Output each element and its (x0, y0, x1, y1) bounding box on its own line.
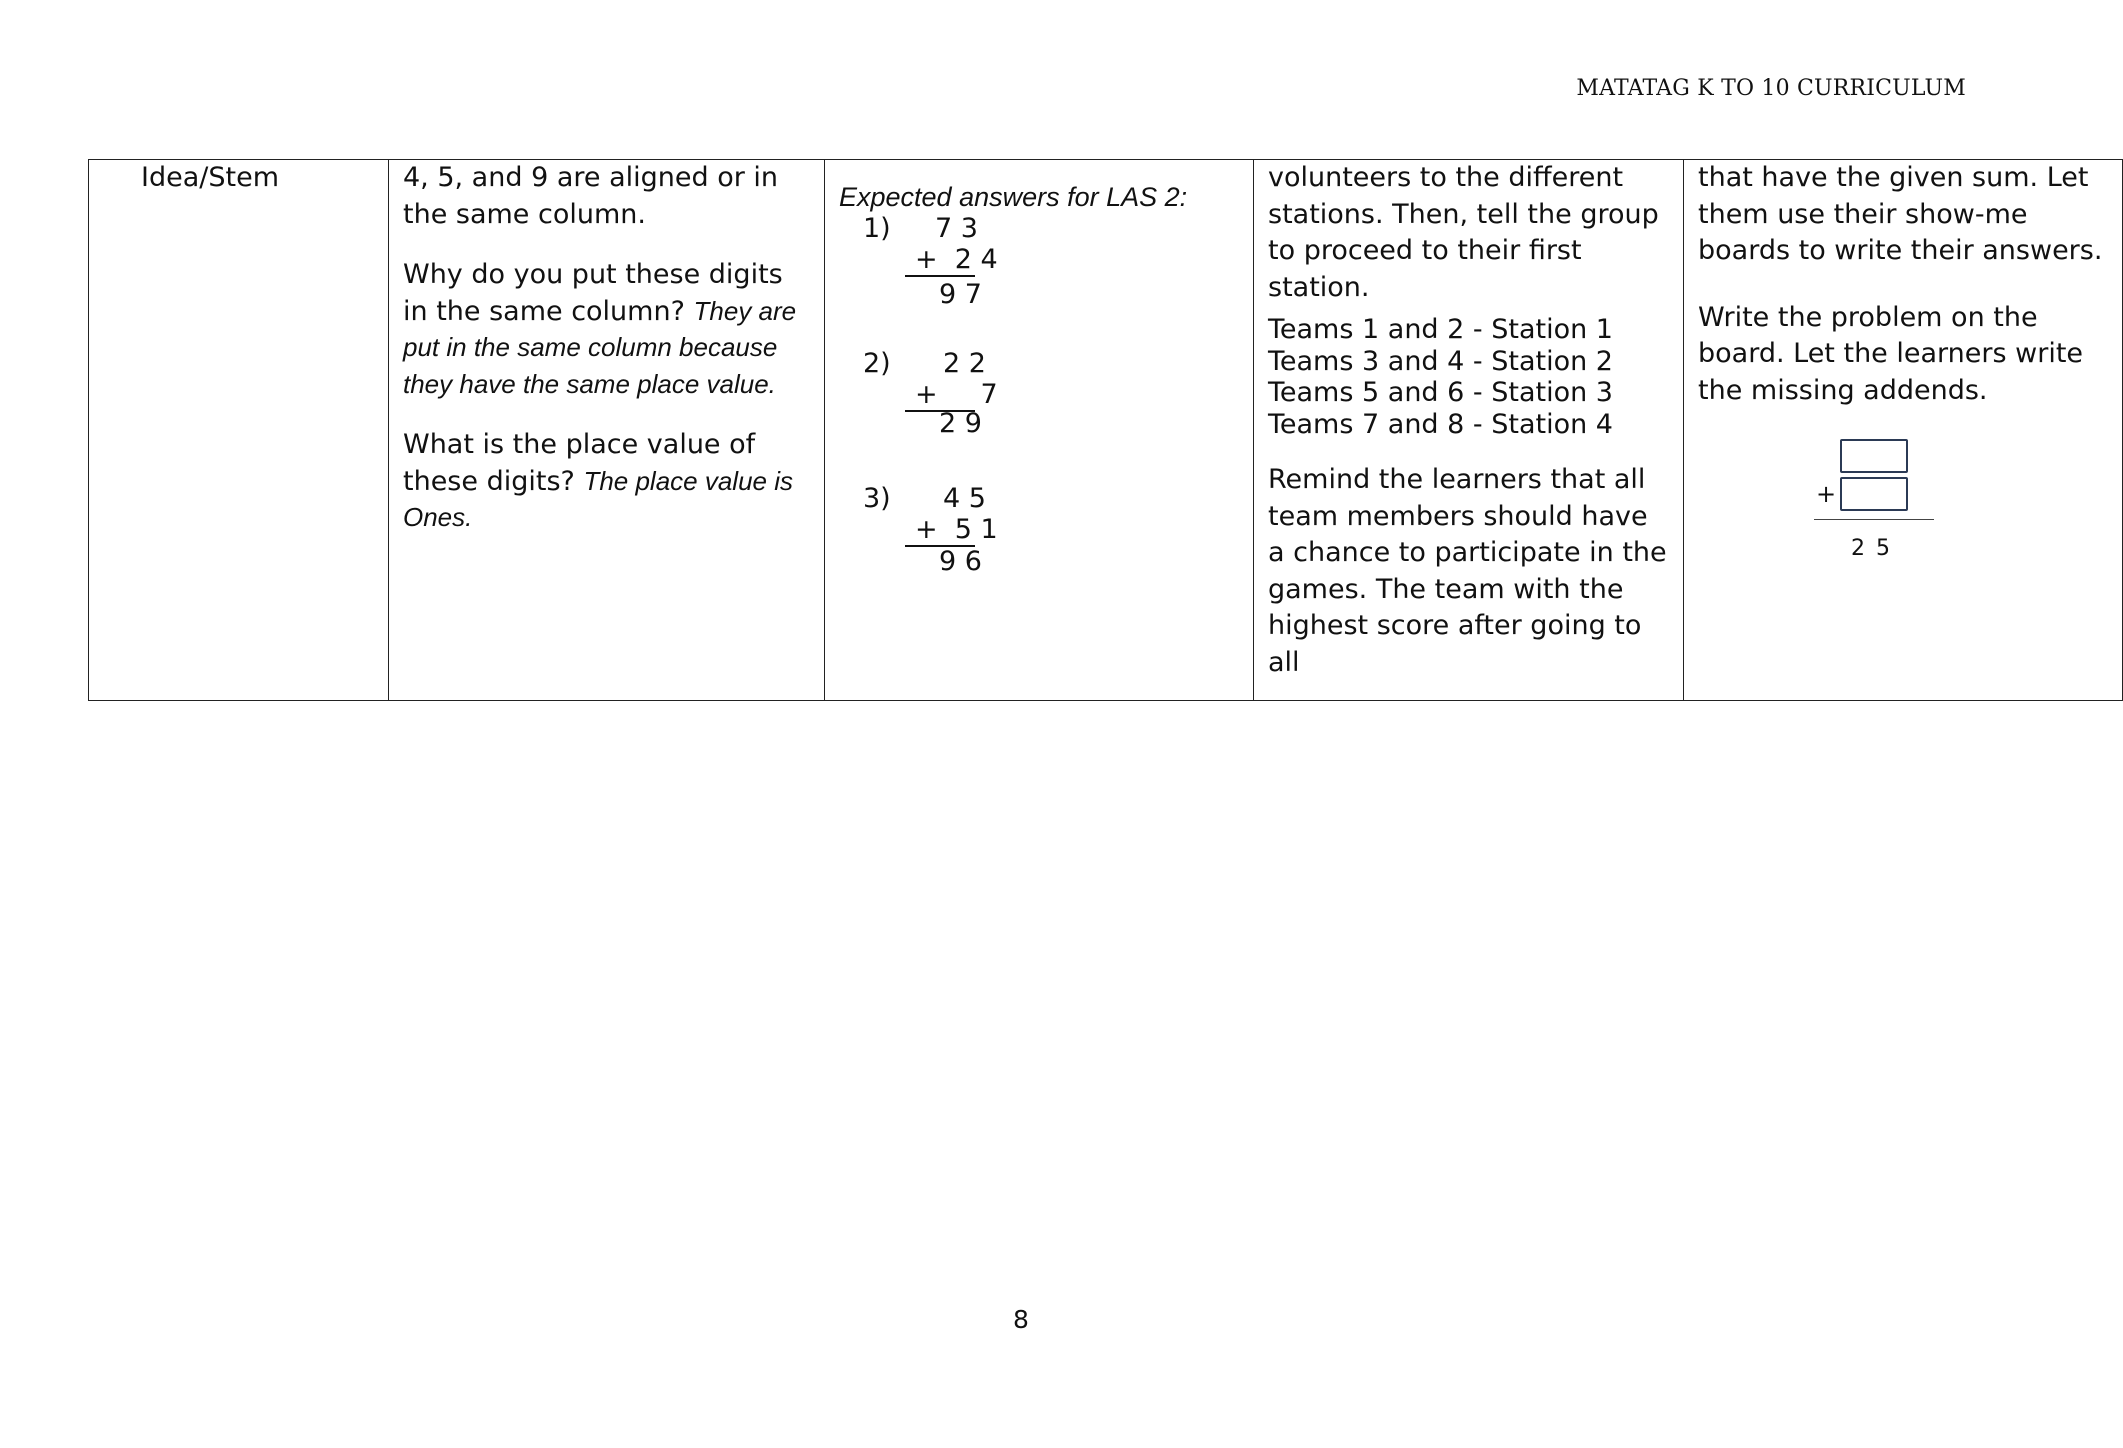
problem-number: 3) (863, 483, 891, 514)
problem-number: 1) (863, 213, 891, 244)
plus-sign: + (1816, 480, 1837, 508)
show-me-board-instructions: that have the given sum. Let them use their show-me boards to write their answers. (1698, 162, 2103, 266)
problem-top-addend: 4 5 (943, 483, 986, 514)
problem-number: 2) (863, 348, 891, 379)
problem-sum: 9 6 (939, 546, 982, 577)
activity-cell (1684, 160, 2123, 701)
list-item: Teams 3 and 4 - Station 2 (1268, 345, 1613, 377)
stations-instructions: volunteers to the different stations. Then, tell the group to proceed to their first station. (1268, 162, 1659, 303)
column-question (403, 257, 810, 403)
problem-sum: 9 7 (939, 279, 982, 310)
stem-cell (89, 160, 389, 701)
curriculum-header: MATATAG K TO 10 CURRICULUM (1576, 76, 1966, 101)
lesson-table (88, 159, 2123, 701)
team-station-list (1268, 314, 1669, 440)
alignment-text: 4, 5, and 9 are aligned or in the same column. (403, 162, 779, 230)
column-question-answer: They are put in the same column because they have the same place value. (403, 295, 797, 399)
expected-answers-cell (825, 160, 1254, 701)
problem-bottom-addend: + 5 1 (915, 514, 998, 545)
place-value-question-text: What is the place value of these digits? (403, 429, 756, 497)
missing-addends-instructions: Write the problem on the board. Let the learners write the missing addends. (1698, 301, 2084, 406)
problem-top-addend: 2 2 (943, 348, 986, 379)
place-value-question (403, 427, 810, 537)
discussion-cell (389, 160, 825, 701)
missing-addends-diagram (1698, 439, 2108, 589)
addend-box (1840, 439, 1908, 473)
list-item: Teams 5 and 6 - Station 3 (1268, 377, 1613, 408)
problem-bottom-addend: + 2 4 (915, 244, 998, 275)
diagram-sum: 2 5 (1851, 536, 1892, 561)
problem-top-addend: 7 3 (935, 213, 978, 244)
sum-line (1814, 519, 1934, 520)
place-value-answer: The place value is Ones. (403, 465, 793, 532)
addend-box (1840, 477, 1908, 511)
procedure-cell (1254, 160, 1684, 701)
sum-line (905, 275, 975, 277)
problem-1 (839, 213, 1239, 348)
problem-2 (839, 348, 1239, 483)
participation-reminder: Remind the learners that all team members should have a chance to participate in the games. The team with the highest score after going to all (1268, 464, 1667, 678)
column-question-text: Why do you put these digits in the same column? (403, 259, 783, 327)
table-row (89, 160, 2123, 701)
problem-3 (839, 483, 1239, 618)
list-item: Teams 1 and 2 - Station 1 (1268, 314, 1613, 345)
las-title: Expected answers for LAS 2: (839, 182, 1188, 212)
problem-sum: 2 9 (939, 408, 982, 439)
page-number: 8 (1013, 1305, 1029, 1334)
stem-label: Idea/Stem (141, 162, 279, 193)
list-item: Teams 7 and 8 - Station 4 (1268, 408, 1613, 440)
problem-bottom-addend: + 7 (915, 379, 998, 410)
